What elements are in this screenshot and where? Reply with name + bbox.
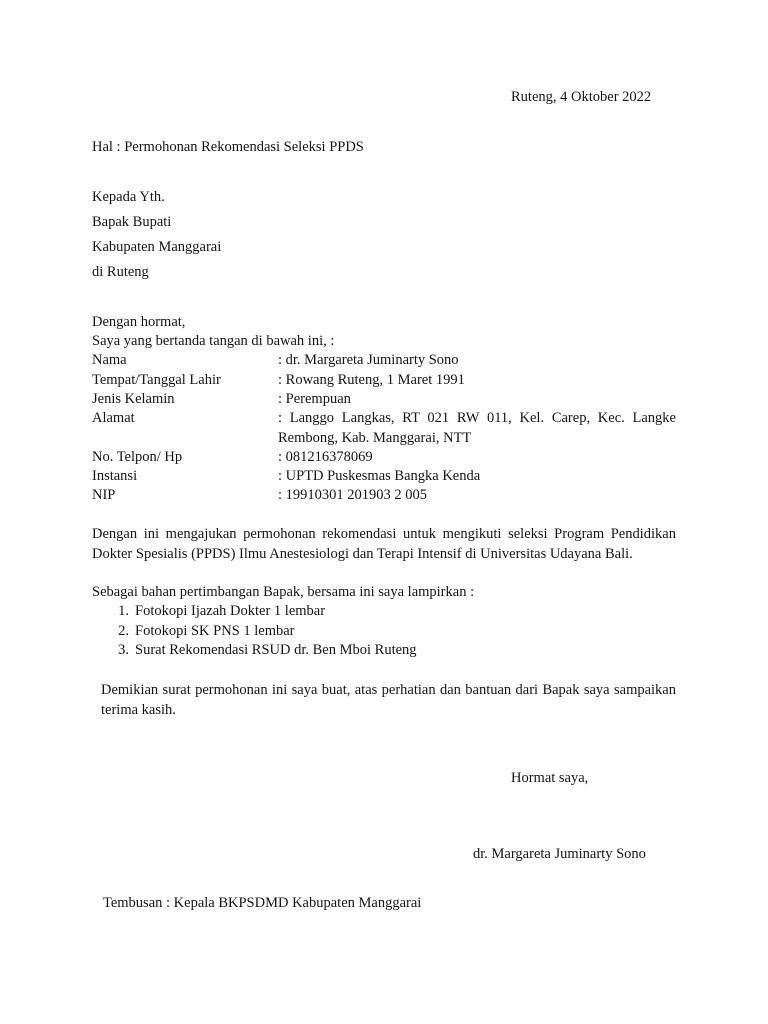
identity-value: : 19910301 201903 2 005: [278, 487, 428, 503]
list-item-number: 1.: [118, 603, 129, 619]
closing-paragraph: Demikian surat permohonan ini saya buat, atas perhatian dan bantuan dari Bapak saya sampaikan terima kasih.: [101, 682, 676, 718]
signer-name: dr. Margareta Juminarty Sono: [473, 846, 646, 862]
identity-label: Instansi: [92, 468, 138, 484]
body-paragraph: Dengan ini mengajukan permohonan rekomendasi untuk mengikuti seleksi Program Pendidikan Dokter Spesialis (PPDS) Ilmu Anestesiologi dan Terapi Intensif di Universitas Udayana Bali.: [92, 526, 676, 562]
identity-value: : Rowang Ruteng, 1 Maret 1991: [278, 372, 465, 388]
identity-label: Alamat: [92, 410, 135, 426]
recipient-line-4: di Ruteng: [92, 264, 149, 280]
identity-value: : Perempuan: [278, 391, 351, 407]
greeting: Dengan hormat,: [92, 314, 186, 330]
identity-label: Tempat/Tanggal Lahir: [92, 372, 221, 388]
identity-label: Jenis Kelamin: [92, 391, 175, 407]
date-line: Ruteng, 4 Oktober 2022: [511, 89, 652, 105]
list-item-text: Fotokopi SK PNS 1 lembar: [135, 623, 295, 639]
identity-label: NIP: [92, 487, 116, 503]
identity-value: : Langgo Langkas, RT 021 RW 011, Kel. Carep, Kec. Langke Rembong, Kab. Manggarai, NTT: [278, 410, 676, 446]
identity-value: : 081216378069: [278, 449, 373, 465]
cc-line: Tembusan : Kepala BKPSDMD Kabupaten Manggarai: [103, 895, 422, 911]
identity-label: No. Telpon/ Hp: [92, 449, 183, 465]
list-item-number: 3.: [118, 642, 129, 658]
recipient-line-3: Kabupaten Manggarai: [92, 239, 222, 255]
attachments-intro: Sebagai bahan pertimbangan Bapak, bersama ini saya lampirkan :: [92, 584, 475, 600]
identity-value: : UPTD Puskesmas Bangka Kenda: [278, 468, 481, 484]
list-item-text: Fotokopi Ijazah Dokter 1 lembar: [135, 603, 326, 619]
list-item-text: Surat Rekomendasi RSUD dr. Ben Mboi Ruteng: [135, 642, 417, 658]
subject-line: Hal : Permohonan Rekomendasi Seleksi PPDS: [92, 139, 364, 155]
recipient-line-2: Bapak Bupati: [92, 214, 172, 230]
identity-value: : dr. Margareta Juminarty Sono: [278, 352, 459, 368]
recipient-line-1: Kepada Yth.: [92, 189, 165, 205]
identity-label: Nama: [92, 352, 127, 368]
intro-line: Saya yang bertanda tangan di bawah ini, :: [92, 333, 335, 349]
list-item-number: 2.: [118, 623, 129, 639]
regards-line: Hormat saya,: [511, 770, 589, 786]
